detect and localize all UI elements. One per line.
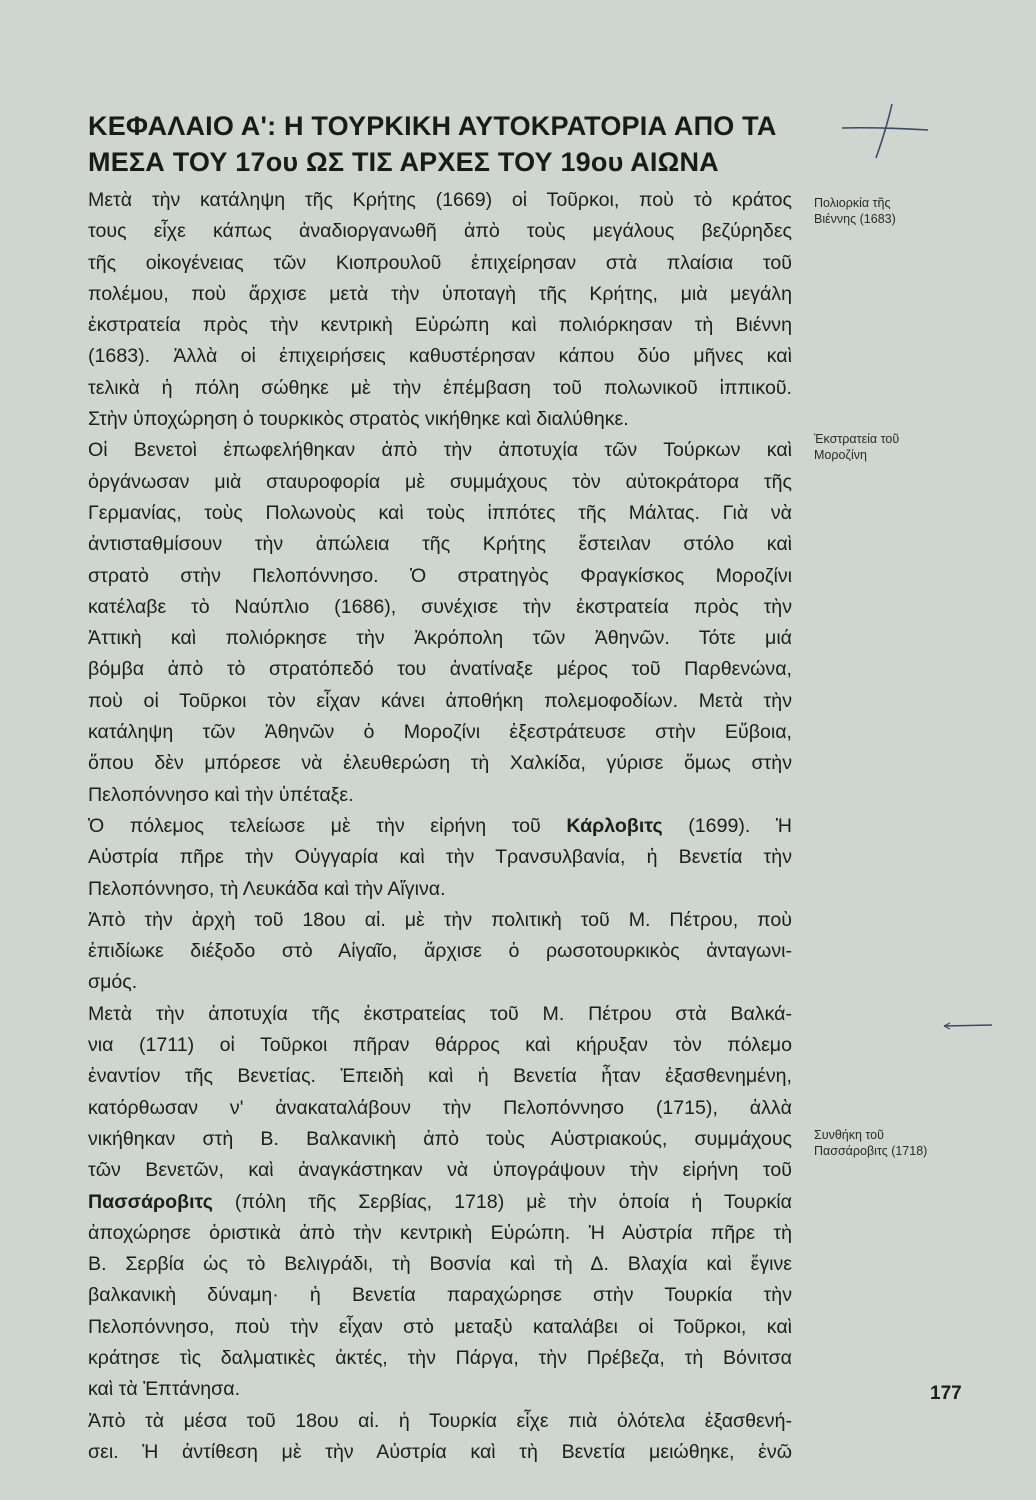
pencil-arrow-mark xyxy=(940,1016,1000,1036)
text-line: κατόρθωσαν ν' ἀνακαταλάβουν τὴν Πελοπόννησο (1715), ἀλλὰ xyxy=(88,1096,792,1119)
margin-note-line: Πολιορκία τῆς xyxy=(814,196,891,210)
text-segment: (1699). Ἡ xyxy=(662,814,792,837)
margin-note-line: Ἐκστρατεία τοῦ xyxy=(814,432,900,446)
text-line: σει. Ἡ ἀντίθεση μὲ τὴν Αὐστρία καὶ τὴ Βενετία μειώθηκε, ἐνῶ xyxy=(88,1440,792,1463)
text-line: τῶν Βενετῶν, καὶ ἀναγκάστηκαν νὰ ὑπογράψουν τὴν εἰρήνη τοῦ xyxy=(88,1159,792,1182)
text-line: ἐπιδίωκε διέξοδο στὸ Αἰγαῖο, ἄρχισε ὁ ρωσοτουρκικὸς ἀνταγωνι- xyxy=(88,940,792,963)
text-line: Πελοπόννησο, ποὺ τὴν εἶχαν στὸ μεταξὺ καταλάβει οἱ Τοῦρκοι, καὶ xyxy=(88,1315,792,1338)
text-line: κράτησε τὶς δαλματικὲς ἀκτές, τὴν Πάργα, τὴν Πρέβεζα, τὴ Βόνιτσα xyxy=(88,1346,792,1369)
chapter-heading-line-1: ΚΕΦΑΛΑΙΟ Α': Η ΤΟΥΡΚΙΚΗ ΑΥΤΟΚΡΑΤΟΡΙΑ ΑΠΟ ΤΑ xyxy=(88,111,777,141)
chapter-heading xyxy=(88,108,808,180)
body-text xyxy=(88,185,792,1468)
text-line: ποὺ οἱ Τοῦρκοι τὸν εἶχαν κάνει ἀποθήκη πολεμοφοδίων. Μετὰ τὴν xyxy=(88,689,792,712)
text-line: ἀποχώρησε ὁριστικὰ ἀπὸ τὴν κεντρικὴ Εὐρώπη. Ἡ Αὐστρία πῆρε τὴ xyxy=(88,1221,792,1244)
text-line: νια (1711) οἱ Τοῦρκοι πῆραν θάρρος καὶ κήρυξαν τὸν πόλεμο xyxy=(88,1034,792,1057)
treaty-karlowitz: Κάρλοβιτς xyxy=(566,814,663,837)
text-line: ὅπου δὲν μπόρεσε νὰ ἐλευθερώση τὴ Χαλκίδα, γύρισε ὅμως στὴν xyxy=(88,752,792,775)
text-line: (1683). Ἀλλὰ οἱ ἐπιχειρήσεις καθυστέρησαν κάπου δύο μῆνες καὶ xyxy=(88,345,792,368)
text-line: κατάληψη τῶν Ἀθηνῶν ὁ Μοροζίνι ἐξεστράτευσε στὴν Εὔβοια, xyxy=(88,721,792,744)
text-line: Πελοπόννησο, τὴ Λευκάδα καὶ τὴν Αἴγινα. xyxy=(88,877,446,900)
text-line: ἐναντίον τῆς Βενετίας. Ἐπειδὴ καὶ ἡ Βενετία ἦταν ἐξασθενημένη, xyxy=(88,1065,792,1088)
text-line: Μετὰ τὴν ἀποτυχία τῆς ἐκστρατείας τοῦ Μ. Πέτρου στὰ Βαλκά- xyxy=(88,1002,792,1025)
text-line: τελικὰ ἡ πόλη σώθηκε μὲ τὴν ἐπέμβαση τοῦ πολωνικοῦ ἱππικοῦ. xyxy=(88,376,792,399)
text-line: Μετὰ τὴν κατάληψη τῆς Κρήτης (1669) οἱ Τοῦρκοι, ποὺ τὸ κράτος xyxy=(88,189,792,211)
margin-note-passarowitz xyxy=(814,1127,984,1159)
text-line: σμός. xyxy=(88,971,138,994)
text-line: πολέμου, ποὺ ἄρχισε μετὰ τὴν ὑποταγὴ τῆς Κρήτης, μιὰ μεγάλη xyxy=(88,282,792,305)
text-segment: Ὁ πόλεμος τελείωσε μὲ τὴν εἰρήνη τοῦ xyxy=(88,814,567,837)
text-line: Γερμανίας, τοὺς Πολωνοὺς καὶ τοὺς ἱππότες τῆς Μάλτας. Γιὰ νὰ xyxy=(88,501,792,524)
pencil-cross-mark xyxy=(836,100,936,180)
chapter-heading-line-2: ΜΕΣΑ ΤΟΥ 17ου ΩΣ ΤΙΣ ΑΡΧΕΣ ΤΟΥ 19ου ΑΙΩΝΑ xyxy=(88,147,719,177)
text-segment: (πόλη τῆς Σερβίας, 1718) μὲ τὴν ὁποία ἡ Τουρκία xyxy=(212,1190,792,1213)
margin-note-morosini xyxy=(814,431,984,463)
text-line: Στὴν ὑποχώρηση ὁ τουρκικὸς στρατὸς νικήθηκε καὶ διαλύθηκε. xyxy=(88,408,629,431)
text-line: Ἀπὸ τὴν ἀρχὴ τοῦ 18ου αἰ. μὲ τὴν πολιτικὴ τοῦ Μ. Πέτρου, ποὺ xyxy=(88,908,792,931)
margin-note-line: Συνθήκη τοῦ xyxy=(814,1128,884,1142)
margin-note-vienna xyxy=(814,195,984,227)
text-line: Ἀπὸ τὰ μέσα τοῦ 18ου αἰ. ἡ Τουρκία εἶχε πιὰ ὁλότελα ἐξασθενή- xyxy=(88,1409,792,1432)
margin-note-line: Μοροζίνη xyxy=(814,448,867,462)
margin-note-line: Πασσάροβιτς (1718) xyxy=(814,1144,928,1158)
text-line: τῆς οἰκογένειας τῶν Κιοπρουλοῦ ἐπιχείρησαν στὰ πλαίσια τοῦ xyxy=(88,251,792,274)
text-line: Αὐστρία πῆρε τὴν Οὐγγαρία καὶ τὴν Τρανσυλβανία, ἡ Βενετία τὴν xyxy=(88,846,792,869)
text-line: ἐκστρατεία πρὸς τὴν κεντρικὴ Εὐρώπη καὶ πολιόρκησαν τὴ Βιέννη xyxy=(88,314,792,337)
text-line: Πελοπόννησο καὶ τὴν ὑπέταξε. xyxy=(88,783,354,806)
text-line: Β. Σερβία ὡς τὸ Βελιγράδι, τὴ Βοσνία καὶ τὴ Δ. Βλαχία καὶ ἔγινε xyxy=(88,1253,792,1276)
text-line: κατέλαβε τὸ Ναύπλιο (1686), συνέχισε τὴν ἐκστρατεία πρὸς τὴν xyxy=(88,595,792,618)
margin-note-line: Βιέννης (1683) xyxy=(814,212,896,226)
text-line: ἀντισταθμίσουν τὴν ἀπώλεια τῆς Κρήτης ἔστειλαν στόλο καὶ xyxy=(88,533,792,556)
page-number: 177 xyxy=(930,1383,962,1404)
text-line: βαλκανικὴ δύναμη· ἡ Βενετία παραχώρησε στὴν Τουρκία τὴν xyxy=(88,1284,792,1307)
text-line: καὶ τὰ Ἑπτάνησα. xyxy=(88,1378,241,1401)
text-line: τους εἶχε κάπως ἀναδιοργανωθῆ ἀπὸ τοὺς μεγάλους βεζύρηδες xyxy=(88,220,792,243)
text-line xyxy=(88,811,792,842)
text-line: στρατὸ στὴν Πελοπόννησο. Ὁ στρατηγὸς Φραγκίσκος Μοροζίνι xyxy=(88,564,792,587)
treaty-passarowitz: Πασσάροβιτς xyxy=(88,1190,213,1213)
text-line: Ἀττικὴ καὶ πολιόρκησε τὴν Ἀκρόπολη τῶν Ἀθηνῶν. Τότε μιά xyxy=(88,627,792,650)
text-line: νικήθηκαν στὴ Β. Βαλκανικὴ ἀπὸ τοὺς Αὐστριακούς, συμμάχους xyxy=(88,1127,792,1150)
text-line: Οἱ Βενετοὶ ἐπωφελήθηκαν ἀπὸ τὴν ἀποτυχία τῶν Τούρκων καὶ xyxy=(88,439,792,462)
text-line xyxy=(88,1187,792,1218)
text-line: βόμβα ἀπὸ τὸ στρατόπεδό του ἀνατίναξε μέρος τοῦ Παρθενώνα, xyxy=(88,658,792,681)
text-line: ὀργάνωσαν μιὰ σταυροφορία μὲ συμμάχους τὸν αὐτοκράτορα τῆς xyxy=(88,470,792,493)
